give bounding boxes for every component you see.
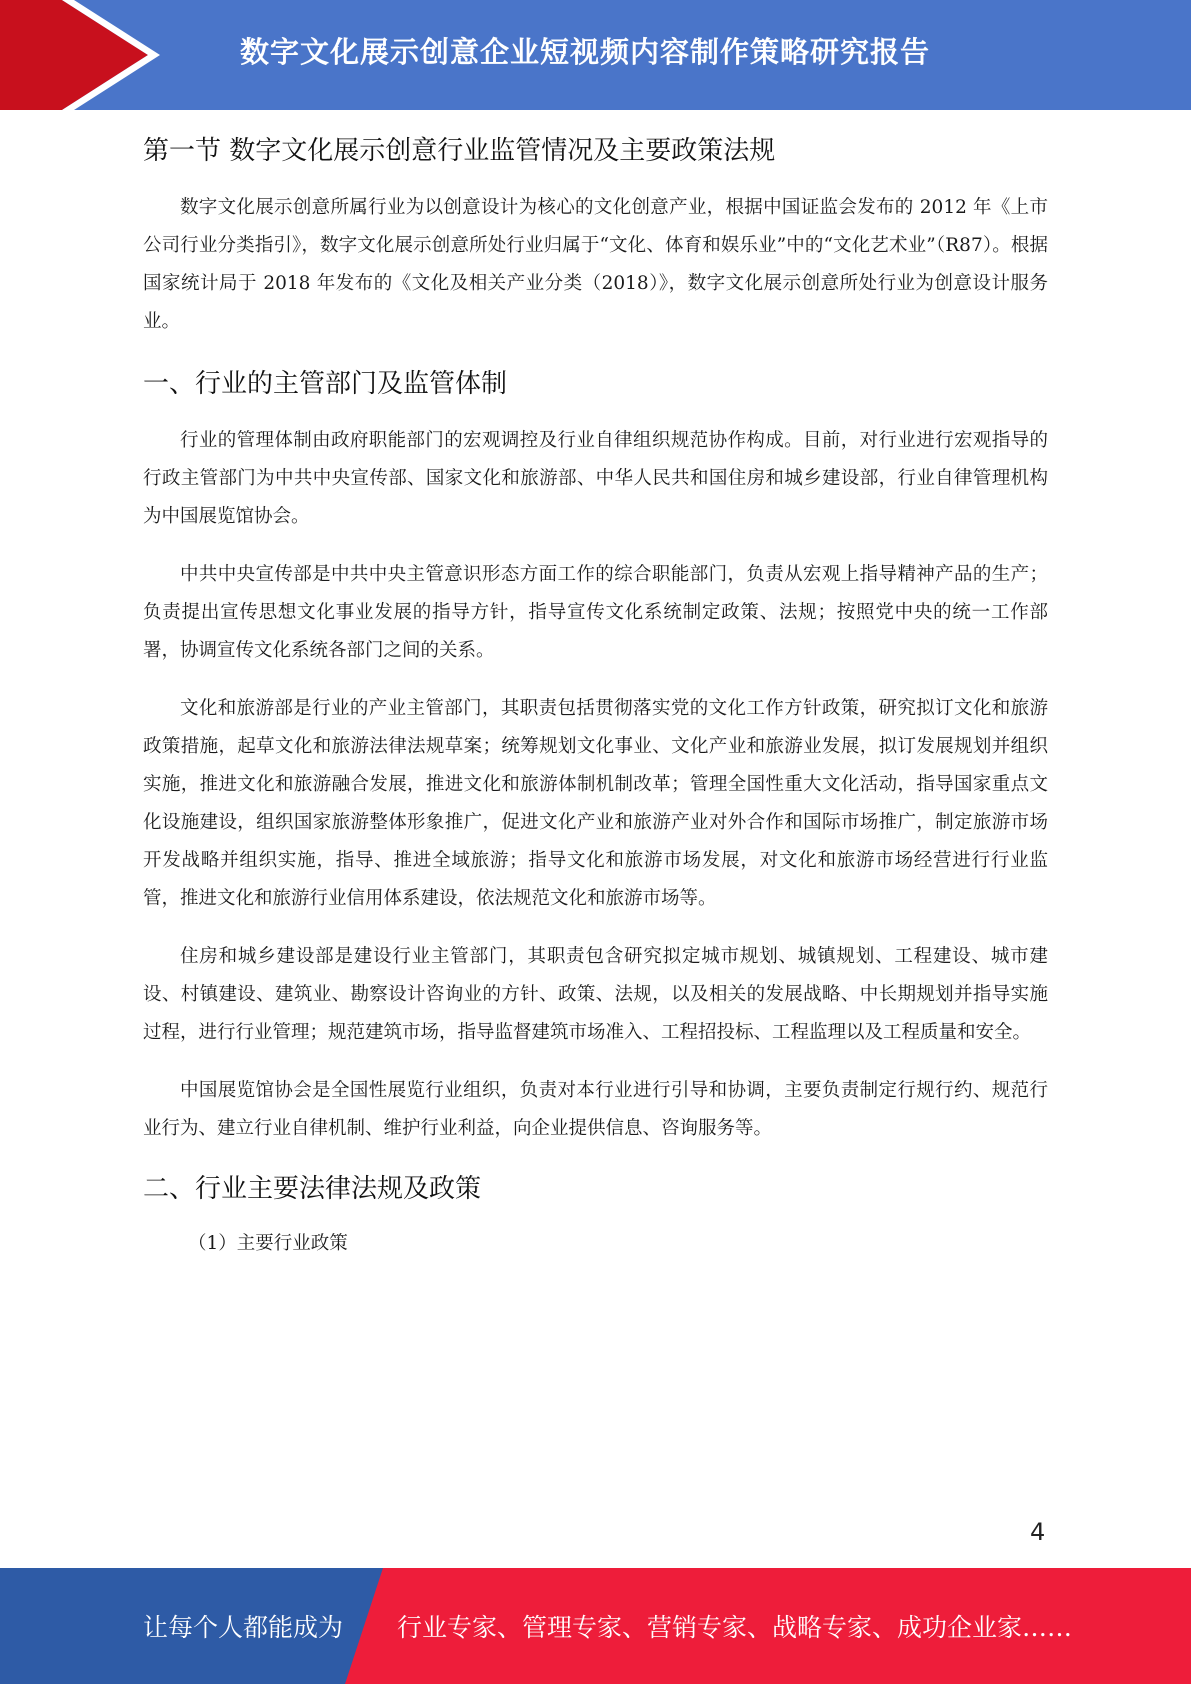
page-footer [0, 1568, 1191, 1684]
paragraph: 中国展览馆协会是全国性展览行业组织，负责对本行业进行引导和协调，主要负责制定行规行约、规范行业行为、建立行业自律机制、维护行业利益，向企业提供信息、咨询服务等。 [143, 1080, 1048, 1139]
section-title: 第一节 数字文化展示创意行业监管情况及主要政策法规 [143, 136, 776, 166]
document-title: 数字文化展示创意企业短视频内容制作策略研究报告 [240, 35, 931, 69]
paragraph: 行业的管理体制由政府职能部门的宏观调控及行业自律组织规范协作构成。目前，对行业进行宏观指导的行政主管部门为中共中央宣传部、国家文化和旅游部、中华人民共和国住房和城乡建设部，行业自律管理机构为中国展览馆协会。 [143, 430, 1048, 527]
paragraph: 中共中央宣传部是中共中央主管意识形态方面工作的综合职能部门，负责从宏观上指导精神产品的生产；负责提出宣传思想文化事业发展的指导方针，指导宣传文化系统制定政策、法规；按照党中央的统一工作部署，协调宣传文化系统各部门之间的关系。 [143, 564, 1048, 661]
footer-slogan-left: 让每个人都能成为 [143, 1613, 344, 1642]
footer-slogan-right: 行业专家、管理专家、营销专家、战略专家、成功企业家…… [397, 1613, 1073, 1642]
part1-heading: 一、行业的主管部门及监管体制 [143, 369, 508, 399]
sub-item: （1）主要行业政策 [188, 1233, 348, 1254]
part2-heading: 二、行业主要法律法规及政策 [143, 1174, 482, 1204]
page-number: 4 [1030, 1518, 1046, 1546]
page-header [0, 0, 1191, 110]
intro-paragraph: 数字文化展示创意所属行业为以创意设计为核心的文化创意产业，根据中国证监会发布的 2012 年《上市公司行业分类指引》，数字文化展示创意所处行业归属于“文化、体育和娱乐业”中的“文化艺术业”（R87）。根据国家统计局于 2018 年发布的《文化及相关产业分类（2018）》，数字文化展示创意所处行业为创意设计服务业。 [143, 197, 1048, 332]
paragraph: 住房和城乡建设部是建设行业主管部门，其职责包含研究拟定城市规划、城镇规划、工程建设、城市建设、村镇建设、建筑业、勘察设计咨询业的方针、政策、法规，以及相关的发展战略、中长期规划并指导实施过程，进行行业管理；规范建筑市场，指导监督建筑市场准入、工程招投标、工程监理以及工程质量和安全。 [143, 946, 1048, 1043]
paragraph: 文化和旅游部是行业的产业主管部门，其职责包括贯彻落实党的文化工作方针政策，研究拟订文化和旅游政策措施，起草文化和旅游法律法规草案；统筹规划文化事业、文化产业和旅游业发展，拟订发展规划并组织实施，推进文化和旅游融合发展，推进文化和旅游体制机制改革；管理全国性重大文化活动，指导国家重点文化设施建设，组织国家旅游整体形象推广，促进文化产业和旅游产业对外合作和国际市场推广，制定旅游市场开发战略并组织实施，指导、推进全域旅游；指导文化和旅游市场发展，对文化和旅游市场经营进行行业监管，推进文化和旅游行业信用体系建设，依法规范文化和旅游市场等。 [143, 698, 1048, 909]
page-content [143, 130, 1048, 1263]
